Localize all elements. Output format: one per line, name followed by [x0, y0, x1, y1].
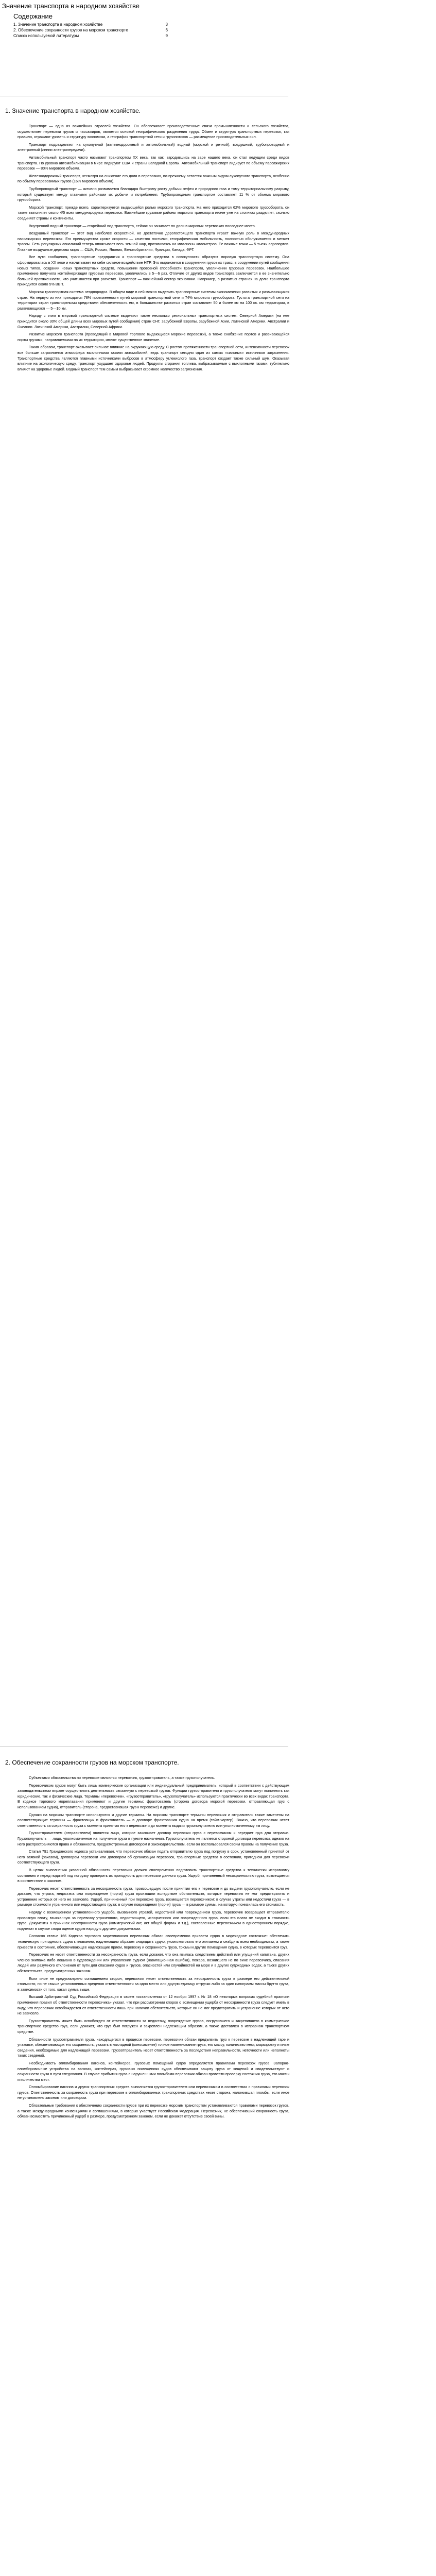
paragraph: Внутренний водный транспорт — старейший вид транспорта, сейчас он занимает по доли в мировых перевозках последнее место. [29, 223, 256, 228]
section-1-heading: 1. Значение транспорта в народном хозяйстве. [5, 107, 141, 114]
paragraph: Таким образом, транспорт оказывает сильное влияние на окружающую среду. С ростом протяженности транспортной сети, интенсивности перевозок все больше загрязняется атмосфера выхлопными газами автомобилей, ведь транспорт сегодня один из самых «сильных» источников загрязнения. Транспортные средства являются главными источниками выбросов в атмосферу углекислого газа, транспорт создает также сильный шум. Оказывая влияние на экологическую среду, транспорт ухудшает здоровье людей. Продукты сгорания топлива, выбрасываемые с выхлопными газами, губительно влияют на здоровье людей. Водный транспорт тем самым выбрасывает огромное количество загрязнения. [18, 345, 289, 371]
paragraph: Транспорт подразделяют на сухопутный (железнодорожный и автомобильный) водный (морской и речной), воздушный, трубопроводный и электронный (линии электропередачи). [18, 142, 289, 152]
paragraph: Воздушный транспорт — этот вид наиболее скоростной, но достаточно дорогостоящего транспорта играет важную роль в международных пассажирских перевозках. Его преимущества кроме скорости — качество постилки, географическая мобильность, полностью обслуживается и меняет трассы. Сеть регулярных авиалиний теперь опоясывает весь земной шар, протягиваясь на миллионы километров. Ее важные точки — 5 тысяч аэропортов. Главные воздушные державы мира — США, Россия, Япония, Великобритания, Франция, Канада, ФРГ. [18, 231, 289, 252]
paragraph: Обязательные требования к обеспечению сохранности грузов при их перевозке морским транспортом устанавливаются правилами перевозок грузов, а также международными конвенциями и соглашениями, в которых участвует Российская Федерация. Перевозчик, не обеспечивший сохранность груза, обязан возместить причиненный ущерб в размере, предусмотренном законом, если не докажет отсутствие своей вины. [18, 2103, 289, 2119]
paragraph: Статья 791 Гражданского кодекса устанавливает, что перевозчик обязан подать отправителю груза под погрузку в срок, установленный принятой от него заявкой (заказом), договором перевозки или договором об организации перевозок, транспортные средства в состоянии, пригодном для перевозки соответствующего груза. [18, 1849, 289, 1865]
paragraph: Грузоотправитель может быть освобожден от ответственности за недостачу, повреждение грузов, погрузившего и закрепившего в коммерческое транспортное средство груз, если докажет, что груз был погружен и закреплен надлежащим образом, а также доставлен в исправном транспортном средстве. [18, 2018, 289, 2034]
paragraph: Обязанности грузоотправителя груза, находящегося в процессе перевозки, перевозчик обязан предъявить груз к перевозке в надлежащей таре и упаковке, обеспечивающих его сохранность, указать в накладной (коносаменте) точное наименование груза, его массу, количество мест, маркировку и иные сведения, необходимые для надлежащей перевозки. Грузоотправитель несет ответственность за последствия неправильности, неточности или неполноты таких сведений. [18, 2037, 289, 2058]
section-1-body [18, 124, 289, 374]
paragraph: Субъектами обязательства по перевозке являются перевозчик, грузоотправитель, а также грузополучатель. [29, 1775, 215, 1780]
paragraph: Развитие морского транспорта (проводящий в Мировой торговле выдающиеся морские перевозки), а также снабжение портов и развивающейся порты грузами, направляемыми на их территории, имеют существенное значение. [18, 332, 289, 342]
paragraph: Высший Арбитражный Суд Российской Федерации в своем постановлении от 12 ноября 1997 г. № 18 «О некоторых вопросах судебной практики применения правил об ответственности перевозчика» указал, что при рассмотрении споров о возмещении ущерба от несохранности груза следует иметь в виду, что перевозчик освобождается от ответственности лишь при наличии обстоятельств, которые он не мог предотвратить и устранение которых от него не зависело. [18, 1994, 289, 2016]
doc-title: Значение транспорта в народном хозяйстве [2, 2, 140, 10]
paragraph: Однако на морском транспорте используются и другие термины. На морском транспорте термины перевозчик и отправитель также заменены на соответствующие термины — фрахтовщик и фрахтователь — в договоре фрахтования судна на время (тайм-чартер). Важно, что перевозчик несет ответственность за сохранность груза с момента принятия его к перевозке и до момента выдачи грузополучателю или уполномоченному им лицу. [18, 1812, 289, 1828]
paragraph: Необходимость опломбирования вагонов, контейнеров, грузовых помещений судов определяется правилами перевозок грузов. Запорно-пломбировочные устройства на вагонах, контейнерах, грузовых помещениях судов обеспечивают защиту груза от хищений и свидетельствуют о сохранности груза в пути следования. В случае прибытия груза с нарушенными пломбами перевозчик обязан провести проверку состояния груза, его массы и количества мест. [18, 2060, 289, 2082]
paragraph: Опломбирование вагонов и других транспортных средств выполняется грузоотправителем или перевозчиком в соответствии с правилами перевозок грузов. Ответственность за сохранность груза при перевозке в опломбированных транспортных средствах несет сторона, наложившая пломбы, если иное не установлено законом или договором. [18, 2084, 289, 2100]
paragraph: Наряду с этим в мировой транспортной системе выделяют также несколько региональных транспортных систем. Северной Америки (на нее приходится около 30% общей длины всех мировых путей сообщения) стран СНГ, зарубежной Европы, зарубежной Азии, Латинской Америки, Австралии и Океании. Латинской Америки, Австралии, Северной Африки. [18, 313, 289, 329]
table-of-contents [13, 22, 168, 39]
paragraph: Если иное не предусмотрено соглашением сторон, перевозчик несет ответственность за несохранность груза в размере его действительной стоимости, но не свыше установленных пределов ответственности за одно место или другую единицу отгрузки либо за один килограмм массы брутто груза, в зависимости от того, какая сумма выше. [18, 1976, 289, 1992]
paragraph: Грузоотправителем (отправителем) является лицо, которое заключает договор перевозки груза с перевозчиком и передает груз для отправки. Грузополучатель — лицо, уполномоченное на получение груза в пункте назначения. Грузополучатель не является стороной договора перевозки, однако на него распространяются права и обязанности, предусмотренные договором и законодательством, если он воспользовался своим правом на получение груза. [18, 1831, 289, 1846]
toc-item: Список используемой литературы 9 [13, 33, 168, 38]
paragraph: Наряду с возмещением установленного ущерба, вызванного утратой, недостачей или повреждением груза, перевозчик возвращает отправителю провозную плату, взысканную за перевозку утраченного, недостающего, испорченного или поврежденного груза, если эта плата не входит в стоимость груза. Документы о причинах несохранности груза (коммерческий акт, акт общей формы и т.д.), составленные перевозчиком в одностороннем порядке, подлежат в случае спора оценке судом наряду с другими документами. [18, 1910, 289, 1931]
toc-item: 2. Обеспечение сохранности грузов на морском транспорте 6 [13, 28, 168, 32]
paragraph: Транспорт — одна из важнейших отраслей хозяйства. Он обеспечивает производственные связи промышленности и сельского хозяйства, осуществляет перевозки грузов и пассажиров, является основой географического разделения труда. Обмен и структура транспортных перевозок, как правило, отражают уровень и структуру экономики, а география транспортной сети и грузопотоков — размещение производительных сил. [18, 124, 289, 140]
toc-heading: Содержание [13, 12, 53, 20]
paragraph: Перевозчик не несет ответственности за несохранность груза, если докажет, что она явилась следствием действий или упущений капитана, других членов экипажа либо лоцмана в судовождении или управлении судном (навигационная ошибка), пожара, возникшего не по вине перевозчика, спасания людей или разумного отклонения от пути для спасания судов и грузов, опасностей или случайностей на море и в других судоходных водах, а также других обстоятельств, предусмотренных законом. [18, 1952, 289, 1973]
paragraph: Автомобильный транспорт часто называют транспортом XX века, так как, зародившись на заре нашего века, он стал ведущим среди видов транспорта. По уровню автомобилизации в мире лидируют США и страны Западной Европы. Автомобильный транспорт лидирует по объему пассажирских перевозок — 80% мирового объема. [18, 155, 289, 171]
paragraph: В целях выполнения указанной обязанности перевозчик должен своевременно подготовить транспортные средства к технически исправному состоянию и перед подачей под погрузку проверить их пригодность для перевозки данного груза. Ущерб, причиненный несохранностью груза, возмещается в соответствии с законом. [18, 1867, 289, 1884]
paragraph: Железнодорожный транспорт, несмотря на снижение его доли в перевозках, по-прежнему остается важным видом сухопутного транспорта, особенно по объему перевозимых грузов (16% мирового объема). [18, 173, 289, 184]
paragraph: Все пути сообщения, транспортные предприятия и транспортные средства в совокупности образуют мировую транспортную систему. Она сформировалась в XX веке и насчитывает на себе сильное воздействие НТР. Это выражается в сооружении грузовых трасс, в сооружении путей сообщения новых типов, создании новых транспортных средств, повышении провозной способности транспорта, увеличении грузовых перевозок. Наибольшее применение получила контейнеризация грузовых перевозок, увеличились в 5—6 раз. Отличие от других видов транспорта заключается в ее значительно большей протяженности, что учитывается при расчетах. Транспорт — важнейший сектор экономики. Например, в развитых странах на долю транспорта приходится около 5% ВВП. [18, 255, 289, 287]
paragraph: Морской транспорт, прежде всего, характеризуется выдающейся ролью морского транспорта. На него приходится 62% мирового грузооборота, он также выполняет около 4/5 всех международных перевозок. Важнейшие грузовые районы морского транспорта иначе уже на стоянках разделяет, сколько соединяет страны и континенты. [18, 205, 289, 221]
paragraph: Морская транспортная система неоднородна. В общем виде в ней можно выделить транспортные системы экономически развитых и развивающихся стран. На первую из них приходится 78% протяженности путей мировой транспортной сети и 74% мирового грузооборота. Густота транспортной сети на территории стран транспортными средствами обеспеченность ею, в большинстве развитых стран составляет 50 и более км на 100 кв. км территории, в развивающихся — 5—10 км. [18, 290, 289, 311]
paragraph: Согласно статье 166 Кодекса торгового мореплавания перевозчик обязан своевременно привести судно в мореходное состояние: обеспечить техническую пригодность судна к плаванию, надлежащим образом снарядить судно, укомплектовать его экипажем и снабдить всем необходимым, а также привести в состояние, обеспечивающее надлежащие прием, перевозку и сохранность груза, трюмы и другие помещения судна, в которых перевозится груз. [18, 1934, 289, 1950]
paragraph: Трубопроводный транспорт — активно развивается благодаря быстрому росту добычи нефти и природного газа и тому территориальному разрыву, который существует между главными районами их добычи и потребления. Трубопроводным транспортом составляет 11 % от объема мирового грузооборота. [18, 186, 289, 202]
paragraph: Перевозчиком грузов могут быть лишь коммерческие организации или индивидуальный предприниматель, который в соответствии с действующим законодательством вправе осуществлять деятельность связанную с перевозкой грузов. Функции грузоотправителя и грузополучателя могут выполнять как юридические, так и физические лица. Термины «перевозчик», «грузоотправитель», «грузополучатель» используются практически во всех видах транспорта. В кодексе торгового мореплавания применяют и другие термины: фрахтователь (сторона договора морской перевозки, отправляющая груз с использованием судна), отправитель (сторона, предоставившая груз к перевозке) и другие. [18, 1783, 289, 1809]
paragraph: Перевозчик несет ответственность за несохранность груза, произошедшую после принятия его к перевозке и до выдачи грузополучателю, если не докажет, что утрата, недостача или повреждение (порча) груза произошли вследствие обстоятельств, которые перевозчик не мог предотвратить и устранение которых от него не зависело. Ущерб, причиненный при перевозке груза, возмещается перевозчиком: в случае утраты или недостачи груза — в размере стоимости утраченного или недостающего груза; в случае повреждения (порчи) груза — в размере суммы, на которую понизилась его стоимость. [18, 1886, 289, 1907]
section-2-heading: 2. Обеспечение сохранности грузов на морском транспорте. [5, 1759, 179, 1766]
section-2-body [18, 1775, 289, 2122]
toc-item: 1. Значение транспорта в народном хозяйстве 3 [13, 22, 168, 27]
